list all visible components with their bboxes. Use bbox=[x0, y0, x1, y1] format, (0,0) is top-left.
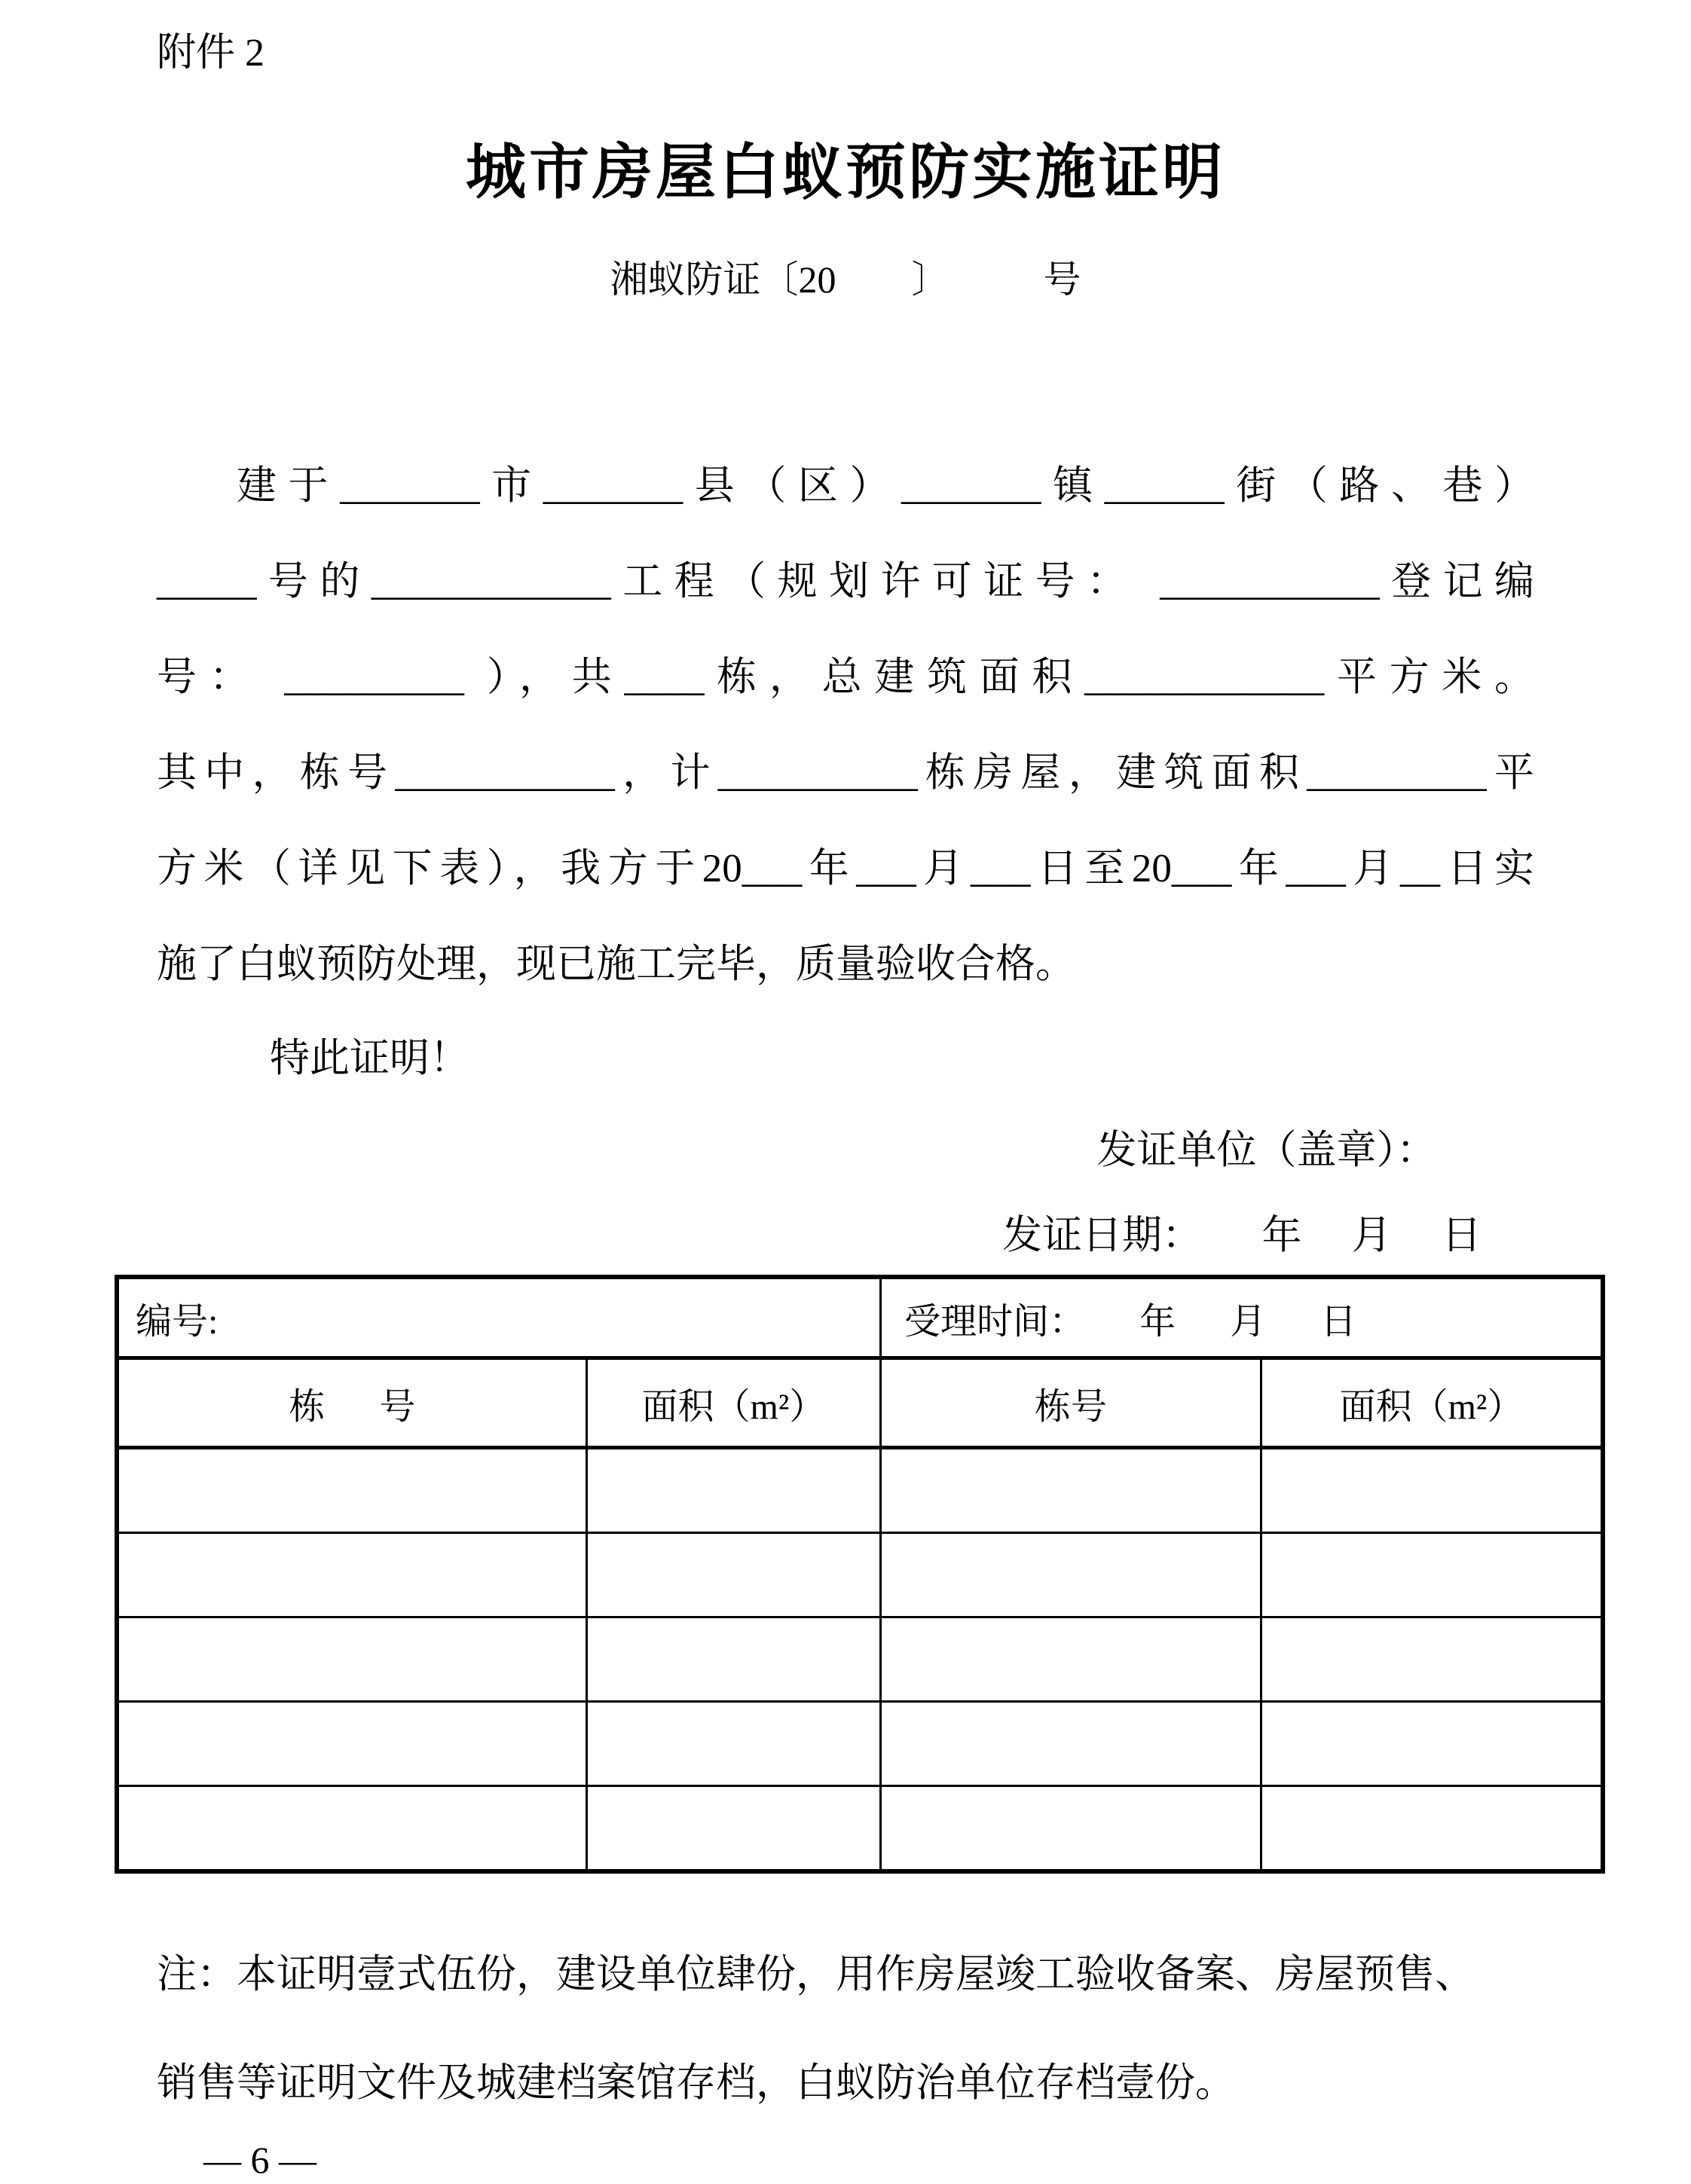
body-line: 其中，栋号___________，计__________栋房屋，建筑面积_________平 bbox=[157, 751, 1534, 795]
table-cell bbox=[1261, 1533, 1603, 1617]
table-cell bbox=[586, 1702, 880, 1786]
body-line: 施了白蚁预防处理，现已施工完毕，质量验收合格。 bbox=[157, 942, 1075, 986]
table-row bbox=[117, 1448, 1603, 1533]
certificate-number-line: 湘蚁防证〔20 〕 号 bbox=[610, 258, 1081, 301]
table-cell bbox=[117, 1448, 586, 1533]
building-area-table bbox=[115, 1275, 1605, 1874]
table-cell bbox=[117, 1786, 586, 1872]
table-row bbox=[117, 1702, 1603, 1786]
accepted-time-cell: 受理时间： 年 月 日 bbox=[881, 1277, 1603, 1358]
note-line: 注：本证明壹式伍份，建设单位肆份，用作房屋竣工验收备案、房屋预售、 bbox=[157, 1953, 1475, 1996]
column-header-building-no: 栋 号 bbox=[117, 1358, 586, 1448]
column-header-area: 面积（m²） bbox=[586, 1358, 880, 1448]
attachment-label: 附件 2 bbox=[157, 32, 265, 75]
body-paragraph bbox=[157, 438, 1534, 1013]
table-header-row bbox=[117, 1358, 1603, 1448]
table-cell bbox=[881, 1533, 1261, 1617]
note-line: 销售等证明文件及城建档案馆存档，白蚁防治单位存档壹份。 bbox=[157, 2061, 1235, 2105]
body-line: 建于_______市_______县（区）_______镇______街（路、巷） bbox=[237, 464, 1534, 508]
note-block bbox=[157, 1920, 1534, 2137]
table-cell bbox=[586, 1448, 880, 1533]
serial-number-cell: 编号: bbox=[117, 1277, 881, 1358]
table-serial-row bbox=[117, 1277, 1603, 1358]
body-line: _____号的____________工程（规划许可证号： ___________登记编 bbox=[157, 560, 1534, 603]
table-cell bbox=[117, 1702, 586, 1786]
closing-statement: 特此证明！ bbox=[270, 1037, 469, 1080]
table-cell bbox=[881, 1617, 1261, 1702]
table-cell bbox=[881, 1702, 1261, 1786]
area-table-body bbox=[117, 1448, 1603, 1872]
table-cell bbox=[586, 1617, 880, 1702]
column-header-area: 面积（m²） bbox=[1261, 1358, 1603, 1448]
issuer-seal-label: 发证单位（盖章）： bbox=[1096, 1129, 1436, 1172]
table-row bbox=[117, 1533, 1603, 1617]
table-cell bbox=[1261, 1702, 1603, 1786]
table-row bbox=[117, 1786, 1603, 1872]
table-cell bbox=[117, 1533, 586, 1617]
body-line: 号： _________ ），共____栋，总建筑面积____________平方米。 bbox=[157, 655, 1534, 699]
table-cell bbox=[586, 1533, 880, 1617]
document-title: 城市房屋白蚁预防实施证明 bbox=[466, 140, 1225, 206]
table-cell bbox=[1261, 1617, 1603, 1702]
body-line: 方米（详见下表），我方于20___年___月___日至20___年___月__日实 bbox=[157, 847, 1534, 890]
column-header-building-no: 栋号 bbox=[881, 1358, 1261, 1448]
table-row bbox=[117, 1617, 1603, 1702]
table-cell bbox=[1261, 1786, 1603, 1872]
table-cell bbox=[1261, 1448, 1603, 1533]
page-number: — 6 — bbox=[203, 2139, 316, 2181]
table-cell bbox=[881, 1786, 1261, 1872]
table-cell bbox=[881, 1448, 1261, 1533]
table-cell bbox=[586, 1786, 880, 1872]
issue-date-line: 发证日期： 年 月 日 bbox=[1002, 1214, 1482, 1257]
table-cell bbox=[117, 1617, 586, 1702]
